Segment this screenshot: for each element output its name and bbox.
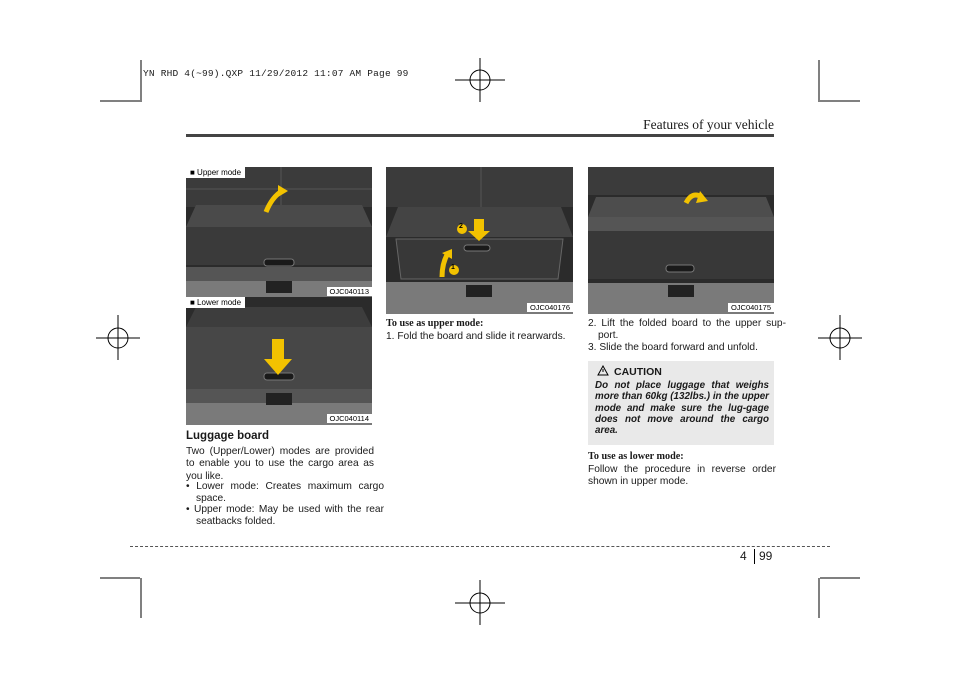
chapter-number: 4 (740, 549, 747, 563)
upper-mode-label: ■ Upper mode (186, 167, 245, 178)
step-3-text: 3. Slide the board forward and unfold. (588, 342, 758, 353)
figure-lift-board (588, 167, 774, 314)
fold-slide-illustration (386, 167, 573, 314)
lower-mode-text: Follow the procedure in reverse order shown in upper mode. (588, 464, 776, 488)
luggage-board-intro: Two (Upper/Lower) modes are provided to enable you to use the cargo area as you like. (186, 446, 374, 482)
step-marker-2: 2 (459, 223, 463, 230)
lower-mode-subheading: To use as lower mode: (588, 451, 684, 462)
bullet-upper-mode-text: Upper mode: May be used with the rear seatbacks folded. (193, 504, 384, 528)
fold-slide-code: OJC040176 (527, 303, 573, 312)
header-rule (186, 134, 774, 137)
bullet-lower-mode: • Lower mode: Creates maximum cargo space. (186, 481, 384, 505)
lift-board-illustration (588, 167, 774, 314)
step-1-text: 1. Fold the board and slide it rearwards. (386, 331, 566, 342)
figure-fold-slide (386, 167, 573, 314)
figure-upper-mode (186, 167, 372, 298)
print-slug: YN RHD 4(~99).QXP 11/29/2012 11:07 AM Page 99 (143, 68, 409, 79)
upper-mode-illustration (186, 167, 372, 298)
upper-mode-subheading: To use as upper mode: (386, 318, 484, 329)
lower-mode-label: ■ Lower mode (186, 297, 245, 308)
page-divider (754, 549, 755, 564)
lower-mode-illustration (186, 297, 372, 425)
luggage-board-heading: Luggage board (186, 430, 270, 442)
section-title: Features of your vehicle (643, 117, 774, 132)
footer-page-number (740, 549, 790, 563)
figure-lower-mode (186, 297, 372, 425)
caution-body: Do not place luggage that weighs more than 60kg (132lbs.) in the upper mode and make sure the lug-gage does not move around the cargo area. (595, 380, 769, 437)
bullet-upper-mode: • Upper mode: May be used with the rear seatbacks folded. (186, 504, 384, 528)
lift-board-code: OJC040175 (728, 303, 774, 312)
step-marker-1: 1 (451, 264, 455, 271)
caution-title: CAUTION (614, 366, 662, 378)
caution-box (588, 361, 774, 445)
upper-mode-code: OJC040113 (327, 287, 372, 296)
lower-mode-code: OJC040114 (327, 414, 372, 423)
footer-dashed-rule (130, 546, 830, 547)
step-2-text: 2. Lift the folded board to the upper sup-port. (588, 318, 786, 342)
page-number: 99 (759, 549, 773, 563)
warning-triangle-icon (597, 365, 609, 376)
bullet-lower-mode-text: Lower mode: Creates maximum cargo space. (196, 481, 384, 505)
